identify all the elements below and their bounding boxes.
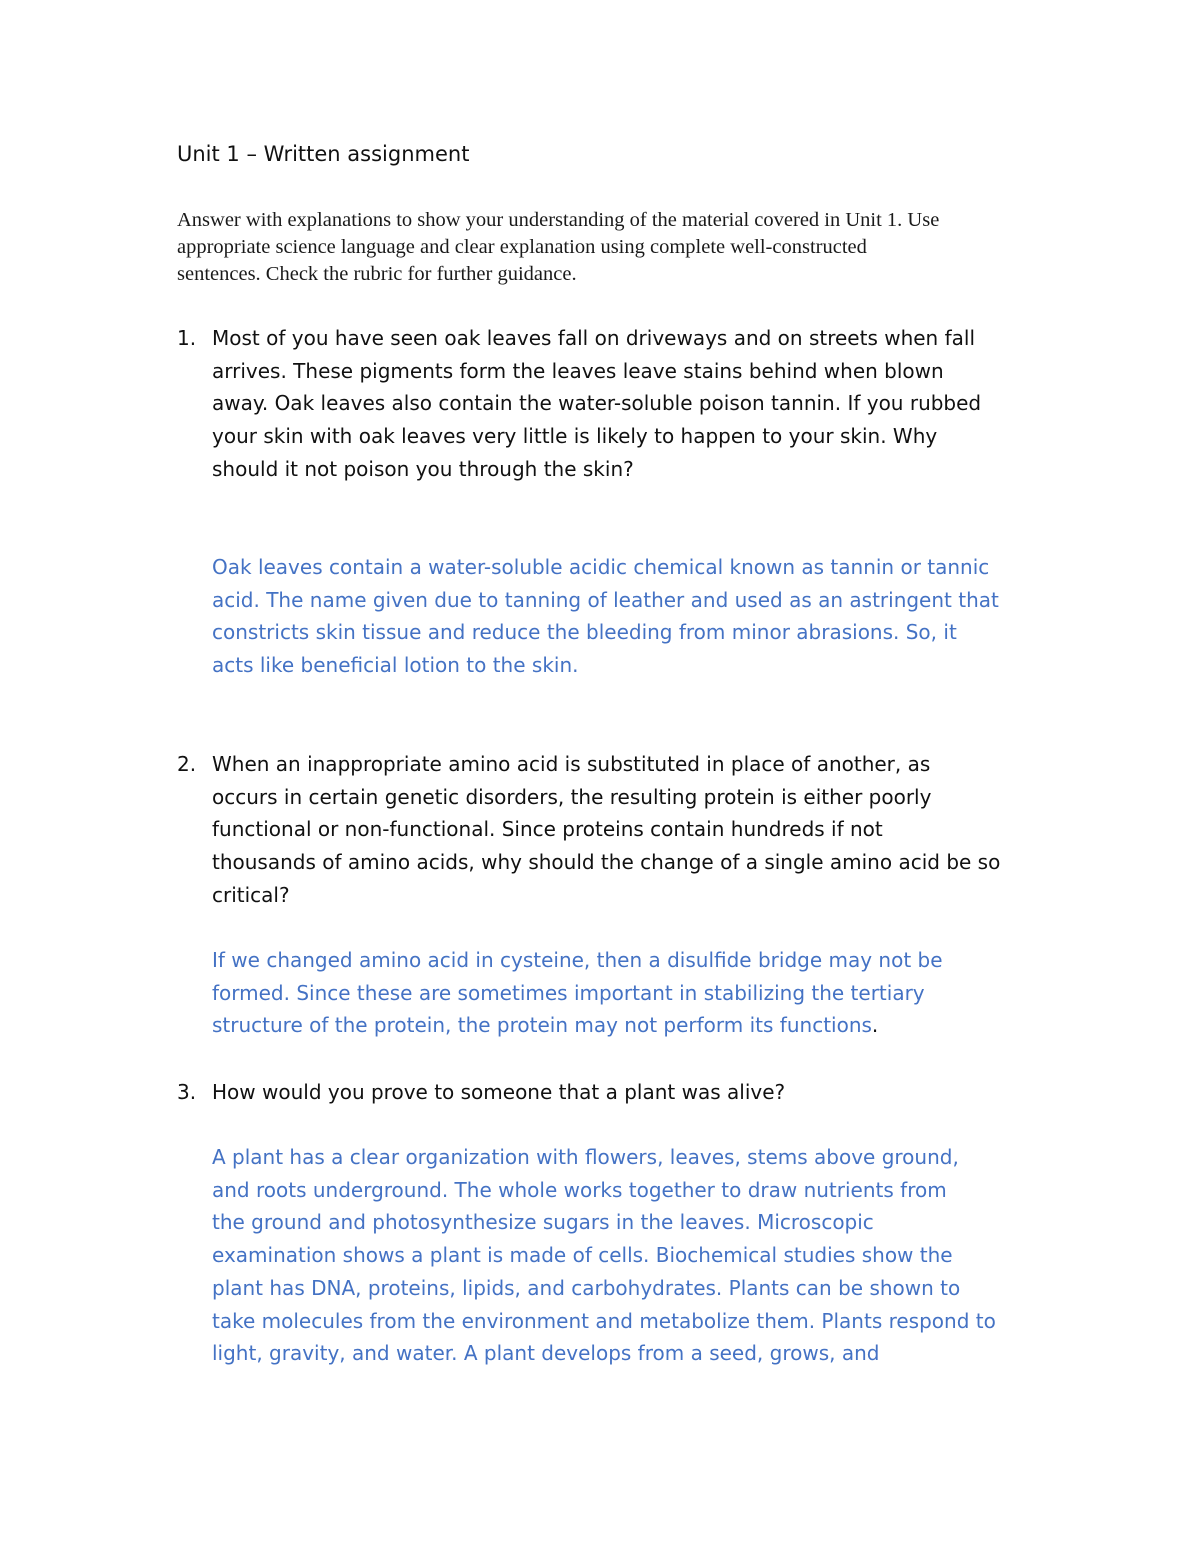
question-text (212, 1076, 785, 1109)
answer-line: the ground and photosynthesize sugars in the leaves. Microscopic (212, 1210, 874, 1235)
question-line: Most of you have seen oak leaves fall on driveways and on streets when fall (212, 326, 975, 350)
answer-trailing-period: . (871, 1013, 879, 1038)
question-line: occurs in certain genetic disorders, the resulting protein is either poorly (212, 784, 932, 809)
answer-line: examination shows a plant is made of cells. Biochemical studies show the (212, 1243, 953, 1268)
question-line: thousands of amino acids, why should the change of a single amino acid be so (212, 850, 1001, 875)
question-text (212, 322, 981, 486)
question-line: arrives. These pigments form the leaves leave stains behind when blown (212, 358, 944, 383)
assignment-title: Unit 1 – Written assignment (177, 142, 470, 166)
answer-line: Oak leaves contain a water-soluble acidic chemical known as tannin or tannic (212, 555, 990, 579)
answer-line: If we changed amino acid in cysteine, then a disulfide bridge may not be (212, 948, 943, 972)
answer-line: and roots underground. The whole works together to draw nutrients from (212, 1177, 947, 1202)
question-line: functional or non-functional. Since proteins contain hundreds if not (212, 817, 883, 842)
question-line: should it not poison you through the skin? (212, 456, 634, 481)
answer-3 (212, 1141, 996, 1370)
question-text (212, 748, 1000, 912)
question-line: away. Oak leaves also contain the water-soluble poison tannin. If you rubbed (212, 391, 982, 416)
intro-line: appropriate science language and clear explanation using complete well-constructed (177, 236, 867, 258)
answer-line: take molecules from the environment and metabolize them. Plants respond to (212, 1308, 996, 1333)
intro-line: sentences. Check the rubric for further guidance. (177, 263, 577, 285)
intro-line: Answer with explanations to show your understanding of the material covered in Unit 1. Use (177, 209, 940, 231)
answer-line: formed. Since these are sometimes important in stabilizing the tertiary (212, 980, 925, 1005)
question-number: 3. (177, 1080, 197, 1104)
answer-line: light, gravity, and water. A plant develops from a seed, grows, and (212, 1341, 880, 1366)
question-line: How would you prove to someone that a plant was alive? (212, 1080, 786, 1104)
answer-1 (212, 551, 999, 682)
answer-2 (212, 944, 943, 1042)
question-line: your skin with oak leaves very little is likely to happen to your skin. Why (212, 424, 938, 449)
answer-line (212, 1009, 943, 1042)
answer-line: plant has DNA, proteins, lipids, and carbohydrates. Plants can be shown to (212, 1275, 961, 1300)
question-line: When an inappropriate amino acid is substituted in place of another, as (212, 752, 931, 776)
answer-line: constricts skin tissue and reduce the bleeding from minor abrasions. So, it (212, 620, 957, 645)
answer-line: A plant has a clear organization with flowers, leaves, stems above ground, (212, 1145, 959, 1169)
question-number: 1. (177, 326, 197, 350)
question-line: critical? (212, 882, 290, 907)
intro-paragraph (177, 207, 1077, 288)
answer-line: acts like beneficial lotion to the skin. (212, 653, 579, 678)
answer-line-text: structure of the protein, the protein may not perform its functions (212, 1013, 872, 1038)
question-number: 2. (177, 752, 197, 776)
answer-line: acid. The name given due to tanning of leather and used as an astringent that (212, 587, 999, 612)
